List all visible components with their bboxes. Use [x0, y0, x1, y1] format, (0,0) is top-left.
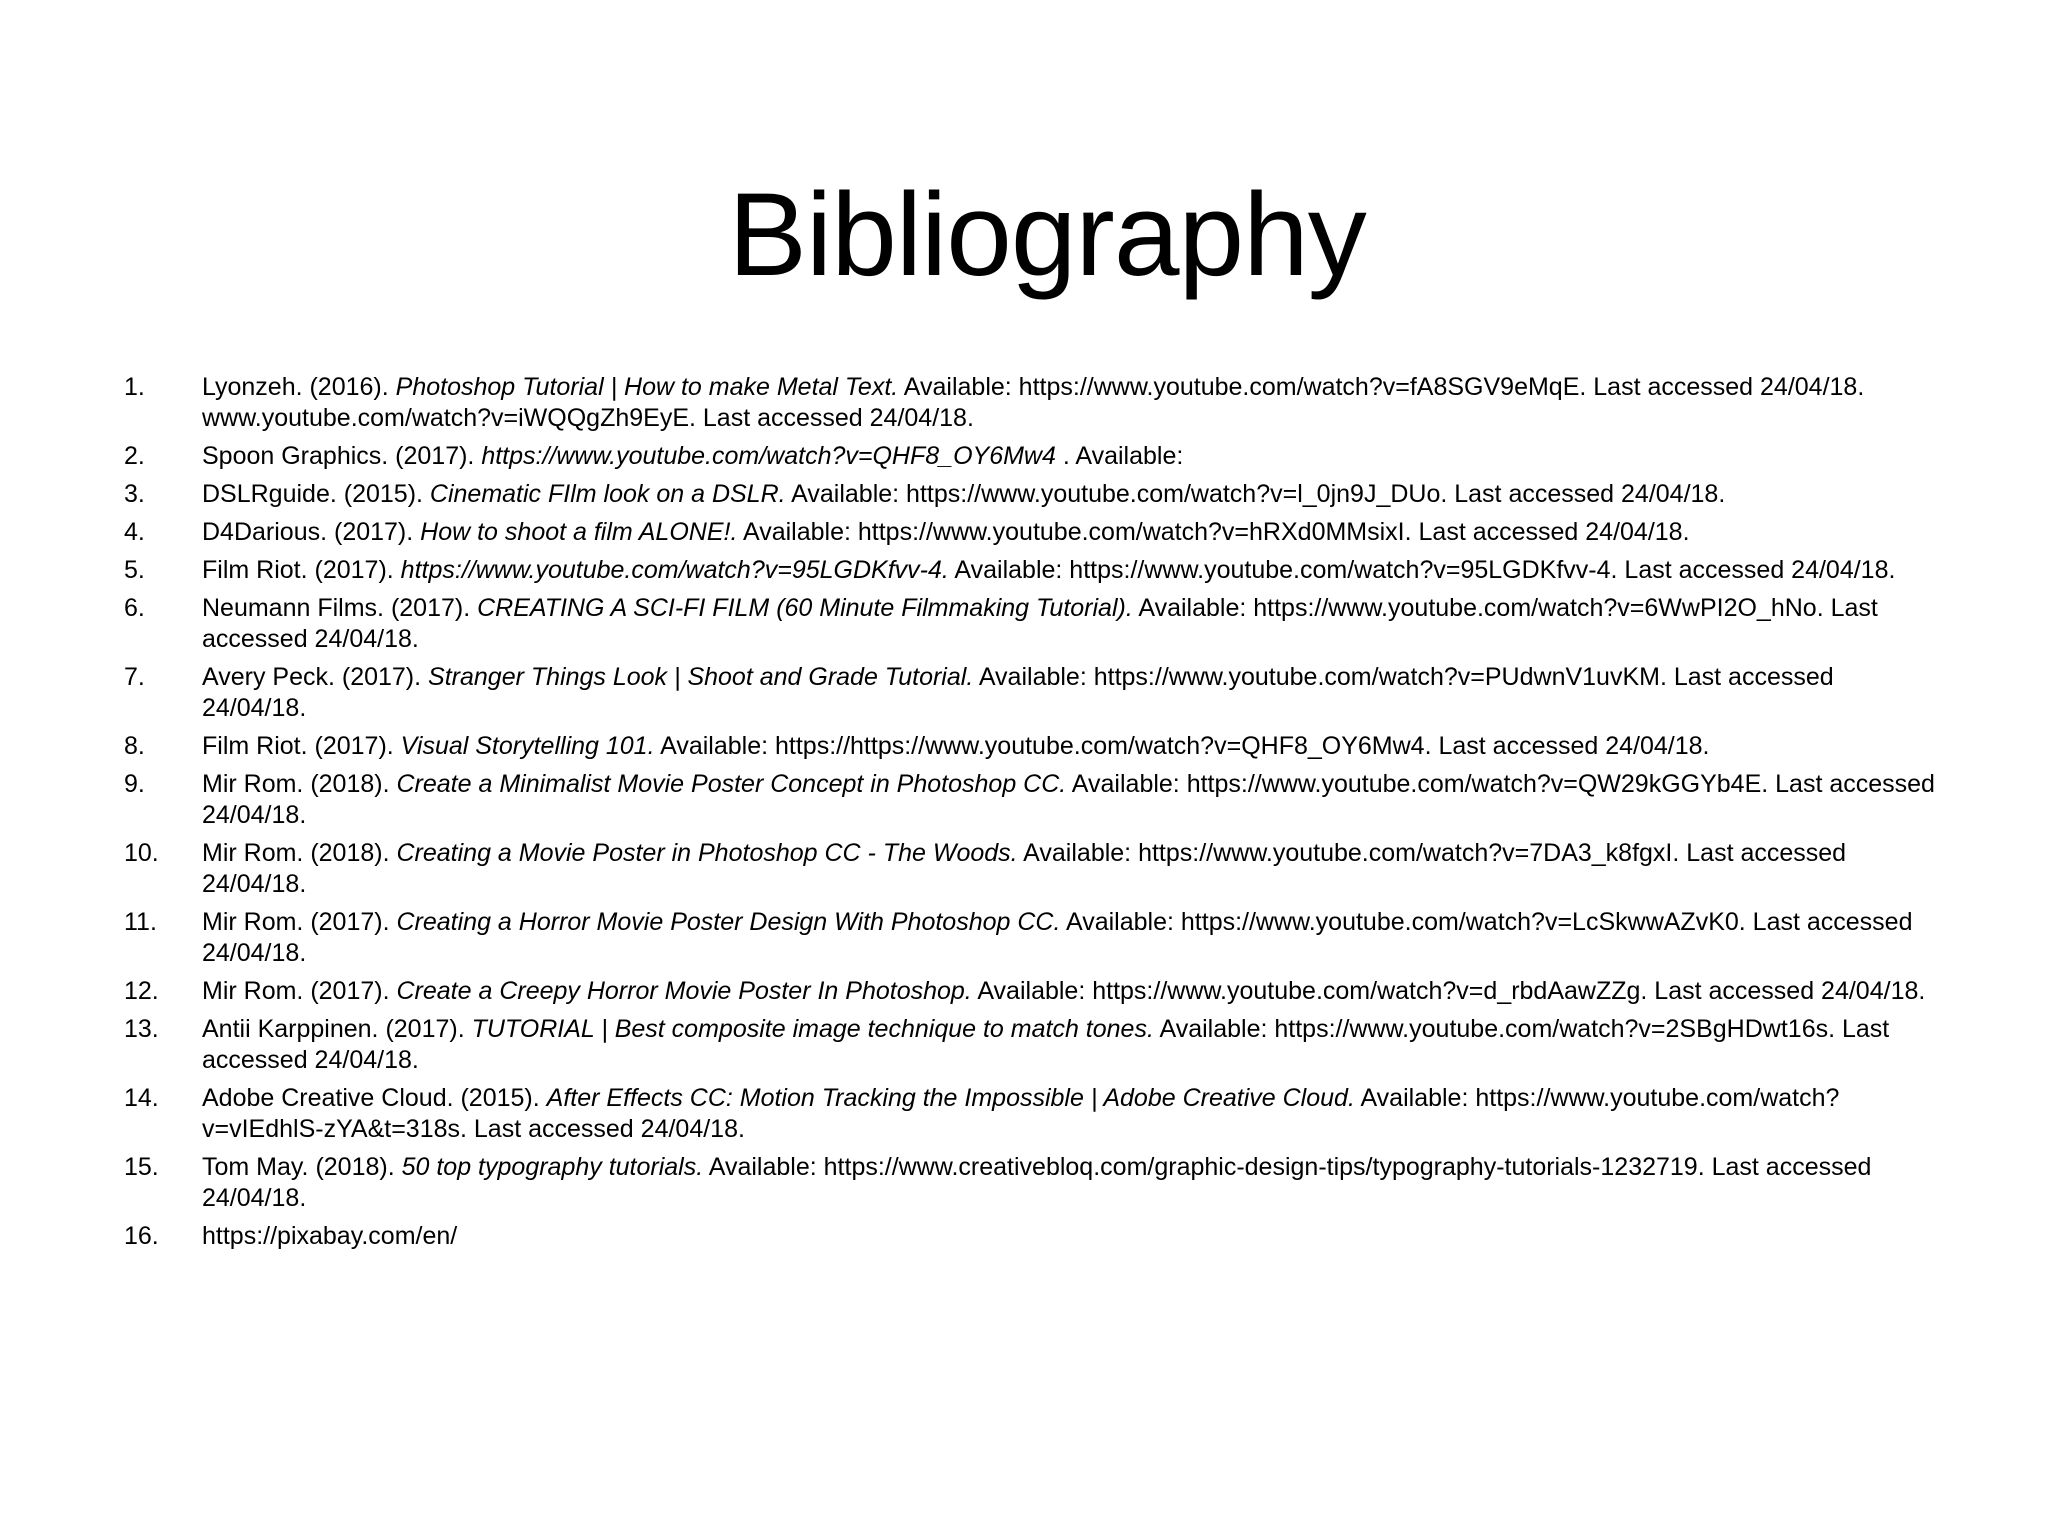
item-number: 9.: [124, 770, 145, 798]
reference-author-date: Film Riot. (2017).: [202, 732, 401, 760]
reference-author-date: D4Darious. (2017).: [202, 518, 421, 546]
reference-title: Create a Creepy Horror Movie Poster In Photoshop.: [396, 977, 972, 1005]
reference-text: [202, 731, 1944, 762]
item-number: 4.: [124, 518, 145, 546]
reference-availability: Available: https://www.youtube.com/watch?v=fA8SGV9eMqE. Last accessed 24/04/18. www.youtube.com/watch?v=iWQQgZh9EyE. Last accessed 24/04/18.: [202, 373, 1865, 432]
reference-text: [202, 593, 1944, 655]
list-item: [124, 838, 1944, 900]
reference-availability: Available: https://https://www.youtube.com/watch?v=QHF8_OY6Mw4. Last accessed 24/04/18.: [654, 732, 1710, 760]
item-number: 2.: [124, 442, 145, 470]
reference-text: [202, 479, 1944, 510]
reference-availability: Available: https://www.youtube.com/watch?v=95LGDKfvv-4. Last accessed 24/04/18.: [948, 556, 1896, 584]
reference-availability: Available: https://www.youtube.com/watch?v=hRXd0MMsixI. Last accessed 24/04/18.: [737, 518, 1690, 546]
item-number: 3.: [124, 480, 145, 508]
reference-text: [202, 838, 1944, 900]
list-item: [124, 479, 1944, 510]
reference-availability: Available: https://www.youtube.com/watch?v=6WwPI2O_hNo. Last accessed 24/04/18.: [202, 594, 1878, 653]
reference-title: CREATING A SCI-FI FILM (60 Minute Filmmaking Tutorial).: [477, 594, 1133, 622]
reference-author-date: Tom May. (2018).: [202, 1153, 402, 1181]
reference-availability: Available: https://www.youtube.com/watch?v=vIEdhlS-zYA&t=318s. Last accessed 24/04/18.: [202, 1084, 1840, 1143]
reference-title: After Effects CC: Motion Tracking the Impossible | Adobe Creative Cloud.: [546, 1084, 1355, 1112]
slide-title: Bibliography: [728, 169, 1366, 301]
list-item: [124, 441, 1944, 472]
list-item: [124, 555, 1944, 586]
reference-text: [202, 769, 1944, 831]
list-item: [124, 769, 1944, 831]
reference-text: [202, 1152, 1944, 1214]
reference-author-date: https://pixabay.com/en/: [202, 1222, 458, 1250]
list-item: [124, 1221, 1944, 1252]
reference-title: Create a Minimalist Movie Poster Concept in Photoshop CC.: [396, 770, 1067, 798]
reference-text: [202, 1221, 1944, 1252]
item-number: 14.: [124, 1084, 159, 1112]
reference-availability: . Available:: [1055, 442, 1184, 470]
reference-text: [202, 372, 1944, 434]
reference-text: [202, 555, 1944, 586]
reference-author-date: Mir Rom. (2017).: [202, 908, 397, 936]
reference-availability: Available: https://www.creativebloq.com/graphic-design-tips/typography-tutorials-1232719. Last accessed 24/04/18.: [202, 1153, 1872, 1212]
item-number: 16.: [124, 1222, 159, 1250]
item-number: 10.: [124, 839, 159, 867]
reference-author-date: Lyonzeh. (2016).: [202, 373, 396, 401]
list-item: [124, 517, 1944, 548]
reference-title: TUTORIAL | Best composite image technique to match tones.: [471, 1015, 1154, 1043]
list-item: [124, 907, 1944, 969]
reference-text: [202, 662, 1944, 724]
item-number: 13.: [124, 1015, 159, 1043]
bibliography-list: [124, 372, 1944, 1259]
reference-title: Creating a Movie Poster in Photoshop CC - The Woods.: [396, 839, 1018, 867]
item-number: 5.: [124, 556, 145, 584]
reference-title: 50 top typography tutorials.: [401, 1153, 704, 1181]
reference-title: Cinematic FIlm look on a DSLR.: [429, 480, 786, 508]
reference-availability: Available: https://www.youtube.com/watch?v=7DA3_k8fgxI. Last accessed 24/04/18.: [202, 839, 1847, 898]
item-number: 11.: [124, 908, 157, 936]
list-item: [124, 662, 1944, 724]
reference-availability: Available: https://www.youtube.com/watch?v=l_0jn9J_DUo. Last accessed 24/04/18.: [785, 480, 1726, 508]
reference-availability: Available: https://www.youtube.com/watch?v=PUdwnV1uvKM. Last accessed 24/04/18.: [202, 663, 1834, 722]
reference-author-date: Mir Rom. (2017).: [202, 977, 397, 1005]
list-item: [124, 731, 1944, 762]
reference-availability: Available: https://www.youtube.com/watch?v=LcSkwwAZvK0. Last accessed 24/04/18.: [202, 908, 1913, 967]
list-item: [124, 593, 1944, 655]
reference-text: [202, 907, 1944, 969]
reference-availability: Available: https://www.youtube.com/watch?v=d_rbdAawZZg. Last accessed 24/04/18.: [971, 977, 1926, 1005]
item-number: 15.: [124, 1153, 159, 1181]
reference-text: [202, 441, 1944, 472]
reference-author-date: Film Riot. (2017).: [202, 556, 401, 584]
reference-title: https://www.youtube.com/watch?v=95LGDKfvv-4.: [400, 556, 949, 584]
item-number: 8.: [124, 732, 145, 760]
reference-author-date: Mir Rom. (2018).: [202, 770, 397, 798]
item-number: 12.: [124, 977, 159, 1005]
reference-title: https://www.youtube.com/watch?v=QHF8_OY6Mw4: [481, 442, 1056, 470]
reference-title: Photoshop Tutorial | How to make Metal Text.: [395, 373, 899, 401]
reference-title: Visual Storytelling 101.: [400, 732, 655, 760]
reference-title: Creating a Horror Movie Poster Design With Photoshop CC.: [396, 908, 1061, 936]
reference-author-date: Avery Peck. (2017).: [202, 663, 429, 691]
reference-availability: Available: https://www.youtube.com/watch?v=2SBgHDwt16s. Last accessed 24/04/18.: [202, 1015, 1890, 1074]
reference-title: Stranger Things Look | Shoot and Grade Tutorial.: [428, 663, 974, 691]
item-number: 6.: [124, 594, 145, 622]
reference-author-date: Mir Rom. (2018).: [202, 839, 397, 867]
reference-author-date: Adobe Creative Cloud. (2015).: [202, 1084, 547, 1112]
reference-author-date: Neumann Films. (2017).: [202, 594, 478, 622]
reference-text: [202, 517, 1944, 548]
reference-availability: Available: https://www.youtube.com/watch?v=QW29kGGYb4E. Last accessed 24/04/18.: [202, 770, 1935, 829]
reference-text: [202, 1014, 1944, 1076]
reference-author-date: Antii Karppinen. (2017).: [202, 1015, 472, 1043]
list-item: [124, 372, 1944, 434]
item-number: 1.: [124, 373, 145, 401]
list-item: [124, 1152, 1944, 1214]
item-number: 7.: [124, 663, 145, 691]
reference-author-date: Spoon Graphics. (2017).: [202, 442, 482, 470]
reference-author-date: DSLRguide. (2015).: [202, 480, 430, 508]
list-item: [124, 976, 1944, 1007]
reference-text: [202, 976, 1944, 1007]
reference-title: How to shoot a film ALONE!.: [420, 518, 738, 546]
list-item: [124, 1014, 1944, 1076]
reference-text: [202, 1083, 1944, 1145]
list-item: [124, 1083, 1944, 1145]
